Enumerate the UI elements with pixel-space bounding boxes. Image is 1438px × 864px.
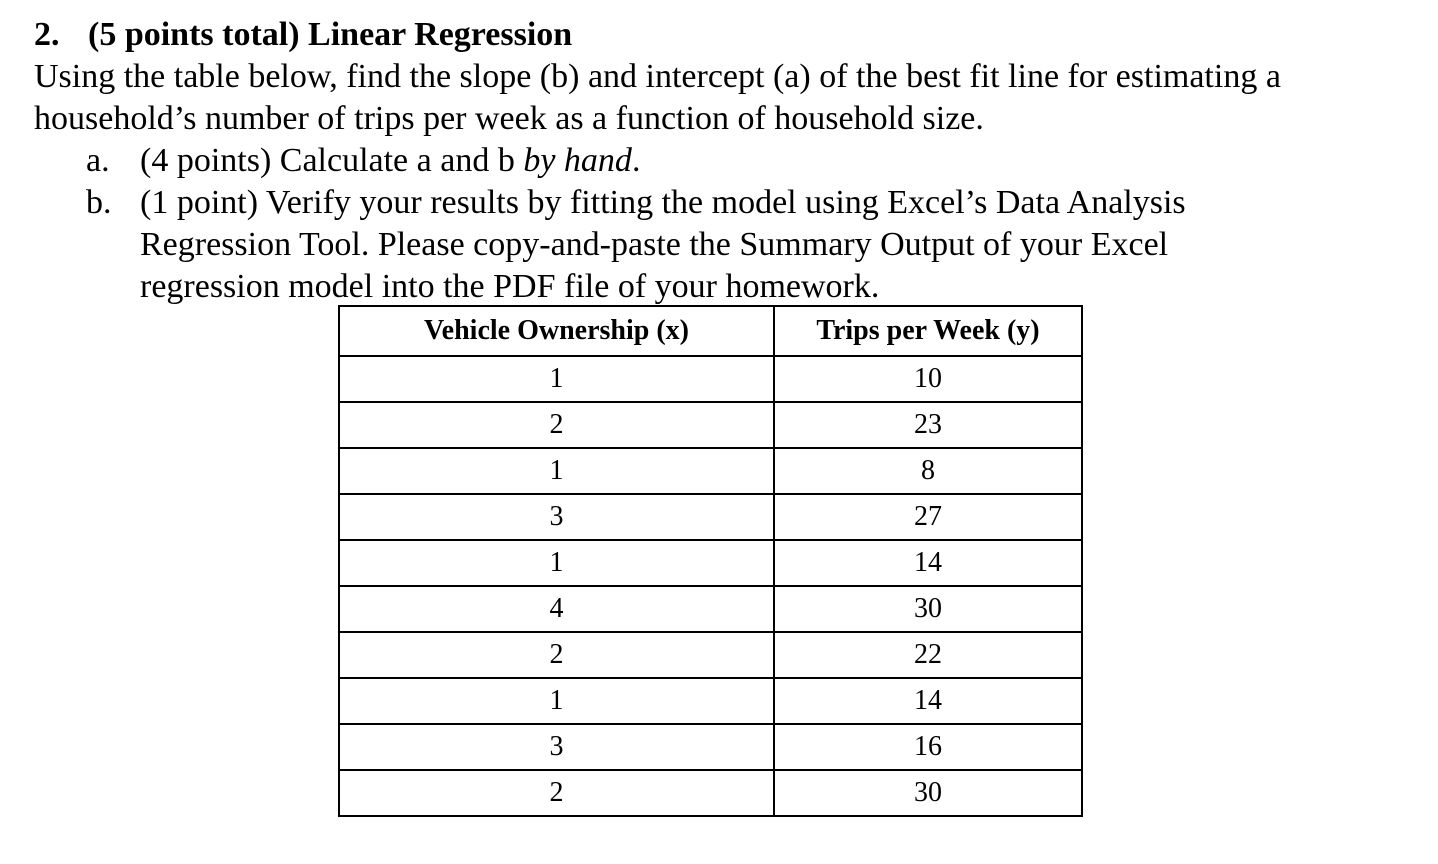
cell-trips-per-week: 23 [774,402,1082,448]
table-row [339,678,1082,724]
cell-trips-per-week: 27 [774,494,1082,540]
part-b-body [140,182,1186,308]
table-row [339,448,1082,494]
cell-vehicle-ownership: 2 [339,770,774,816]
part-b-line: (1 point) Verify your results by fitting the model using Excel’s Data Analysis [140,184,1186,221]
table-row [339,632,1082,678]
table-row [339,586,1082,632]
question-parts [86,140,1186,308]
part-a-body [140,140,640,182]
cell-vehicle-ownership: 2 [339,632,774,678]
question-title: (5 points total) Linear Regression [88,16,573,53]
table-row [339,724,1082,770]
cell-trips-per-week: 14 [774,540,1082,586]
column-header-y: Trips per Week (y) [774,306,1082,356]
data-table [338,305,1083,817]
cell-vehicle-ownership: 1 [339,448,774,494]
table-header-row [339,306,1082,356]
question-number: 2. [34,16,60,53]
part-a-text: (4 points) Calculate a and b [140,142,524,179]
cell-vehicle-ownership: 3 [339,494,774,540]
intro-line: Using the table below, find the slope (b) and intercept (a) of the best fit line for estimating a [34,58,1281,95]
question-heading [34,14,572,56]
question-intro [34,56,1424,140]
cell-trips-per-week: 14 [774,678,1082,724]
table-row [339,494,1082,540]
cell-vehicle-ownership: 4 [339,586,774,632]
cell-vehicle-ownership: 2 [339,402,774,448]
part-b [86,182,1186,308]
table-body [339,356,1082,816]
cell-trips-per-week: 22 [774,632,1082,678]
cell-trips-per-week: 30 [774,586,1082,632]
part-b-line: Regression Tool. Please copy-and-paste the Summary Output of your Excel [140,226,1169,263]
part-a-marker: a. [86,142,110,179]
cell-vehicle-ownership: 3 [339,724,774,770]
cell-trips-per-week: 16 [774,724,1082,770]
cell-vehicle-ownership: 1 [339,678,774,724]
table-row [339,402,1082,448]
table-row [339,540,1082,586]
cell-vehicle-ownership: 1 [339,356,774,402]
part-a [86,140,1186,182]
intro-line: household’s number of trips per week as a function of household size. [34,100,984,137]
cell-trips-per-week: 30 [774,770,1082,816]
part-b-marker: b. [86,184,112,221]
table-row [339,356,1082,402]
part-a-suffix: . [631,142,641,179]
cell-trips-per-week: 8 [774,448,1082,494]
cell-vehicle-ownership: 1 [339,540,774,586]
part-b-line: regression model into the PDF file of your homework. [140,268,880,305]
table-row [339,770,1082,816]
column-header-x: Vehicle Ownership (x) [339,306,774,356]
cell-trips-per-week: 10 [774,356,1082,402]
part-a-emphasis: by hand [523,142,632,179]
